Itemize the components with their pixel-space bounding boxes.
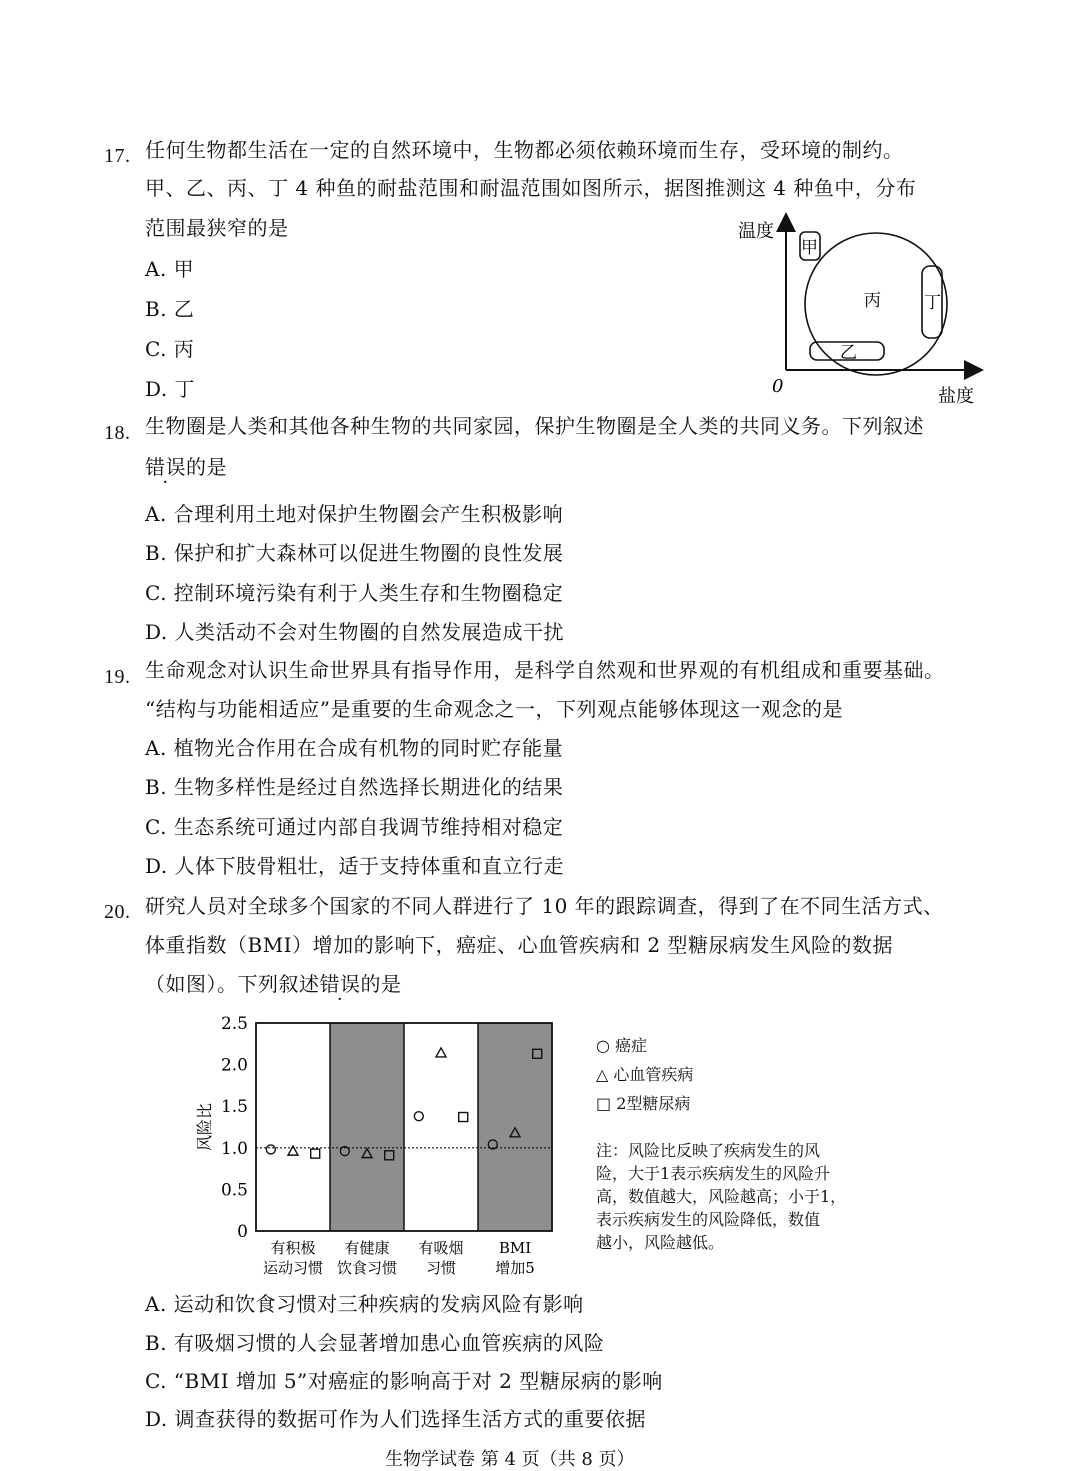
q17-option-b: B. 乙 xyxy=(145,297,195,321)
q20-line-3-pre: （如图）。下列叙述 xyxy=(145,972,320,996)
q20-line-1: 研究人员对全球多个国家的不同人群进行了 10 年的跟踪调查，得到了在不同生活方式、 xyxy=(145,894,944,918)
note-line-2: 险，大于1表示疾病发生的风险升 xyxy=(596,1164,831,1183)
x-category-label: 有吸烟 xyxy=(418,1239,464,1257)
x-category-label: 增加5 xyxy=(495,1259,535,1277)
cancer-point xyxy=(414,1112,423,1121)
shaded-band xyxy=(330,1023,404,1231)
legend-item-cardio xyxy=(596,1065,693,1085)
q20-number: 20. xyxy=(104,901,131,923)
figure-origin: 0 xyxy=(772,376,784,397)
q20-line-3-rest: 的是 xyxy=(360,972,402,996)
triangle-icon: △ xyxy=(596,1065,609,1084)
q19-number: 19. xyxy=(104,666,131,688)
y-tick-label: 2.5 xyxy=(220,1014,248,1034)
y-tick-label: 0.5 xyxy=(220,1180,248,1201)
legend-label-cardio: 心血管疾病 xyxy=(613,1065,694,1084)
x-category-label: 运动习惯 xyxy=(262,1259,324,1277)
note-line-4: 表示疾病发生的风险降低，数值 xyxy=(596,1210,821,1229)
x-category-label: 有健康 xyxy=(344,1239,390,1257)
diabetes-point xyxy=(311,1149,320,1158)
fish-tolerance-figure xyxy=(730,210,990,410)
legend-label-diabetes: 2型糖尿病 xyxy=(616,1094,691,1113)
label-yi: 乙 xyxy=(840,343,857,363)
q18-option-d: D. 人类活动不会对生物圈的自然发展造成干扰 xyxy=(145,620,565,644)
chart-ylabel: 风险比 xyxy=(195,1102,214,1152)
q17-line-3: 范围最狭窄的是 xyxy=(145,216,289,240)
q20-line-2: 体重指数（BMI）增加的影响下，癌症、心血管疾病和 2 型糖尿病发生风险的数据 xyxy=(145,933,894,957)
note-line-5: 越小，风险越低。 xyxy=(596,1233,725,1252)
label-ding: 丁 xyxy=(924,293,941,313)
q17-line-1: 任何生物都生活在一定的自然环境中，生物都必须依赖环境而生存，受环境的制约。 xyxy=(145,138,904,162)
q20-option-b: B. 有吸烟习惯的人会显著增加患心血管疾病的风险 xyxy=(145,1331,605,1355)
y-tick-label: 1.0 xyxy=(220,1138,248,1159)
q17-option-d: D. 丁 xyxy=(145,377,196,401)
label-jia: 甲 xyxy=(801,238,818,258)
cancer-point xyxy=(266,1145,275,1154)
q20-line-3 xyxy=(145,972,402,996)
q19-option-c: C. 生态系统可通过内部自我调节维持相对稳定 xyxy=(145,815,564,839)
q18-line-2-rest: 的是 xyxy=(186,455,227,479)
legend-label-cancer: 癌症 xyxy=(615,1036,648,1055)
q18-emphasis: 错误 xyxy=(145,455,186,479)
q20-emphasis: 错误 xyxy=(319,972,361,996)
q18-option-a: A. 合理利用土地对保护生物圈会产生积极影响 xyxy=(145,502,564,526)
x-category-label: BMI xyxy=(498,1239,532,1257)
q19-option-b: B. 生物多样性是经过自然选择长期进化的结果 xyxy=(145,775,564,799)
figure-xlabel: 盐度 xyxy=(938,386,974,407)
note-line-3: 高，数值越大，风险越高；小于1， xyxy=(596,1187,847,1206)
q17-option-a: A. 甲 xyxy=(145,257,195,281)
q18-line-1: 生物圈是人类和其他各种生物的共同家园，保护生物圈是全人类的共同义务。下列叙述 xyxy=(145,414,924,438)
q17-line-2: 甲、乙、丙、丁 4 种鱼的耐盐范围和耐温范围如图所示，据图推测这 4 种鱼中，分布 xyxy=(145,176,917,200)
x-category-label: 有积极 xyxy=(270,1239,316,1257)
diabetes-point xyxy=(459,1113,468,1122)
page-footer: 生物学试卷 第 4 页（共 8 页） xyxy=(385,1449,635,1470)
q19-line-1: 生命观念对认识生命世界具有指导作用，是科学自然观和世界观的有机组成和重要基础。 xyxy=(145,658,945,682)
square-icon: □ xyxy=(596,1094,612,1113)
q18-line-2 xyxy=(145,455,227,479)
note-line-1: 注：风险比反映了疾病发生的风 xyxy=(596,1141,821,1160)
q20-option-a: A. 运动和饮食习惯对三种疾病的发病风险有影响 xyxy=(145,1292,584,1316)
figure-ylabel: 温度 xyxy=(738,221,774,242)
y-tick-label: 0 xyxy=(237,1222,248,1242)
legend-item-diabetes xyxy=(596,1094,690,1114)
legend-item-cancer xyxy=(596,1036,647,1056)
q19-option-a: A. 植物光合作用在合成有机物的同时贮存能量 xyxy=(145,736,564,760)
y-tick-label: 2.0 xyxy=(220,1055,248,1076)
q20-option-d: D. 调查获得的数据可作为人们选择生活方式的重要依据 xyxy=(145,1407,647,1431)
q17-option-c: C. 丙 xyxy=(145,337,195,361)
q19-option-d: D. 人体下肢骨粗壮，适于支持体重和直立行走 xyxy=(145,854,565,878)
q18-option-b: B. 保护和扩大森林可以促进生物圈的良性发展 xyxy=(145,541,564,565)
q20-option-c: C. “BMI 增加 5”对癌症的影响高于对 2 型糖尿病的影响 xyxy=(145,1369,663,1393)
q18-number: 18. xyxy=(104,422,131,444)
q18-option-c: C. 控制环境污染有利于人类生存和生物圈稳定 xyxy=(145,581,564,605)
q19-line-2: “结构与功能相适应”是重要的生命观念之一，下列观点能够体现这一观念的是 xyxy=(145,697,843,721)
q17-number: 17. xyxy=(104,145,131,167)
x-category-label: 习惯 xyxy=(425,1259,457,1277)
risk-ratio-chart xyxy=(180,1005,580,1285)
cardio-point xyxy=(436,1048,446,1057)
circle-icon: ○ xyxy=(596,1036,610,1055)
label-bing: 丙 xyxy=(864,291,881,311)
y-tick-label: 1.5 xyxy=(220,1097,248,1118)
chart-note xyxy=(596,1139,846,1254)
x-category-label: 饮食习惯 xyxy=(336,1259,398,1277)
